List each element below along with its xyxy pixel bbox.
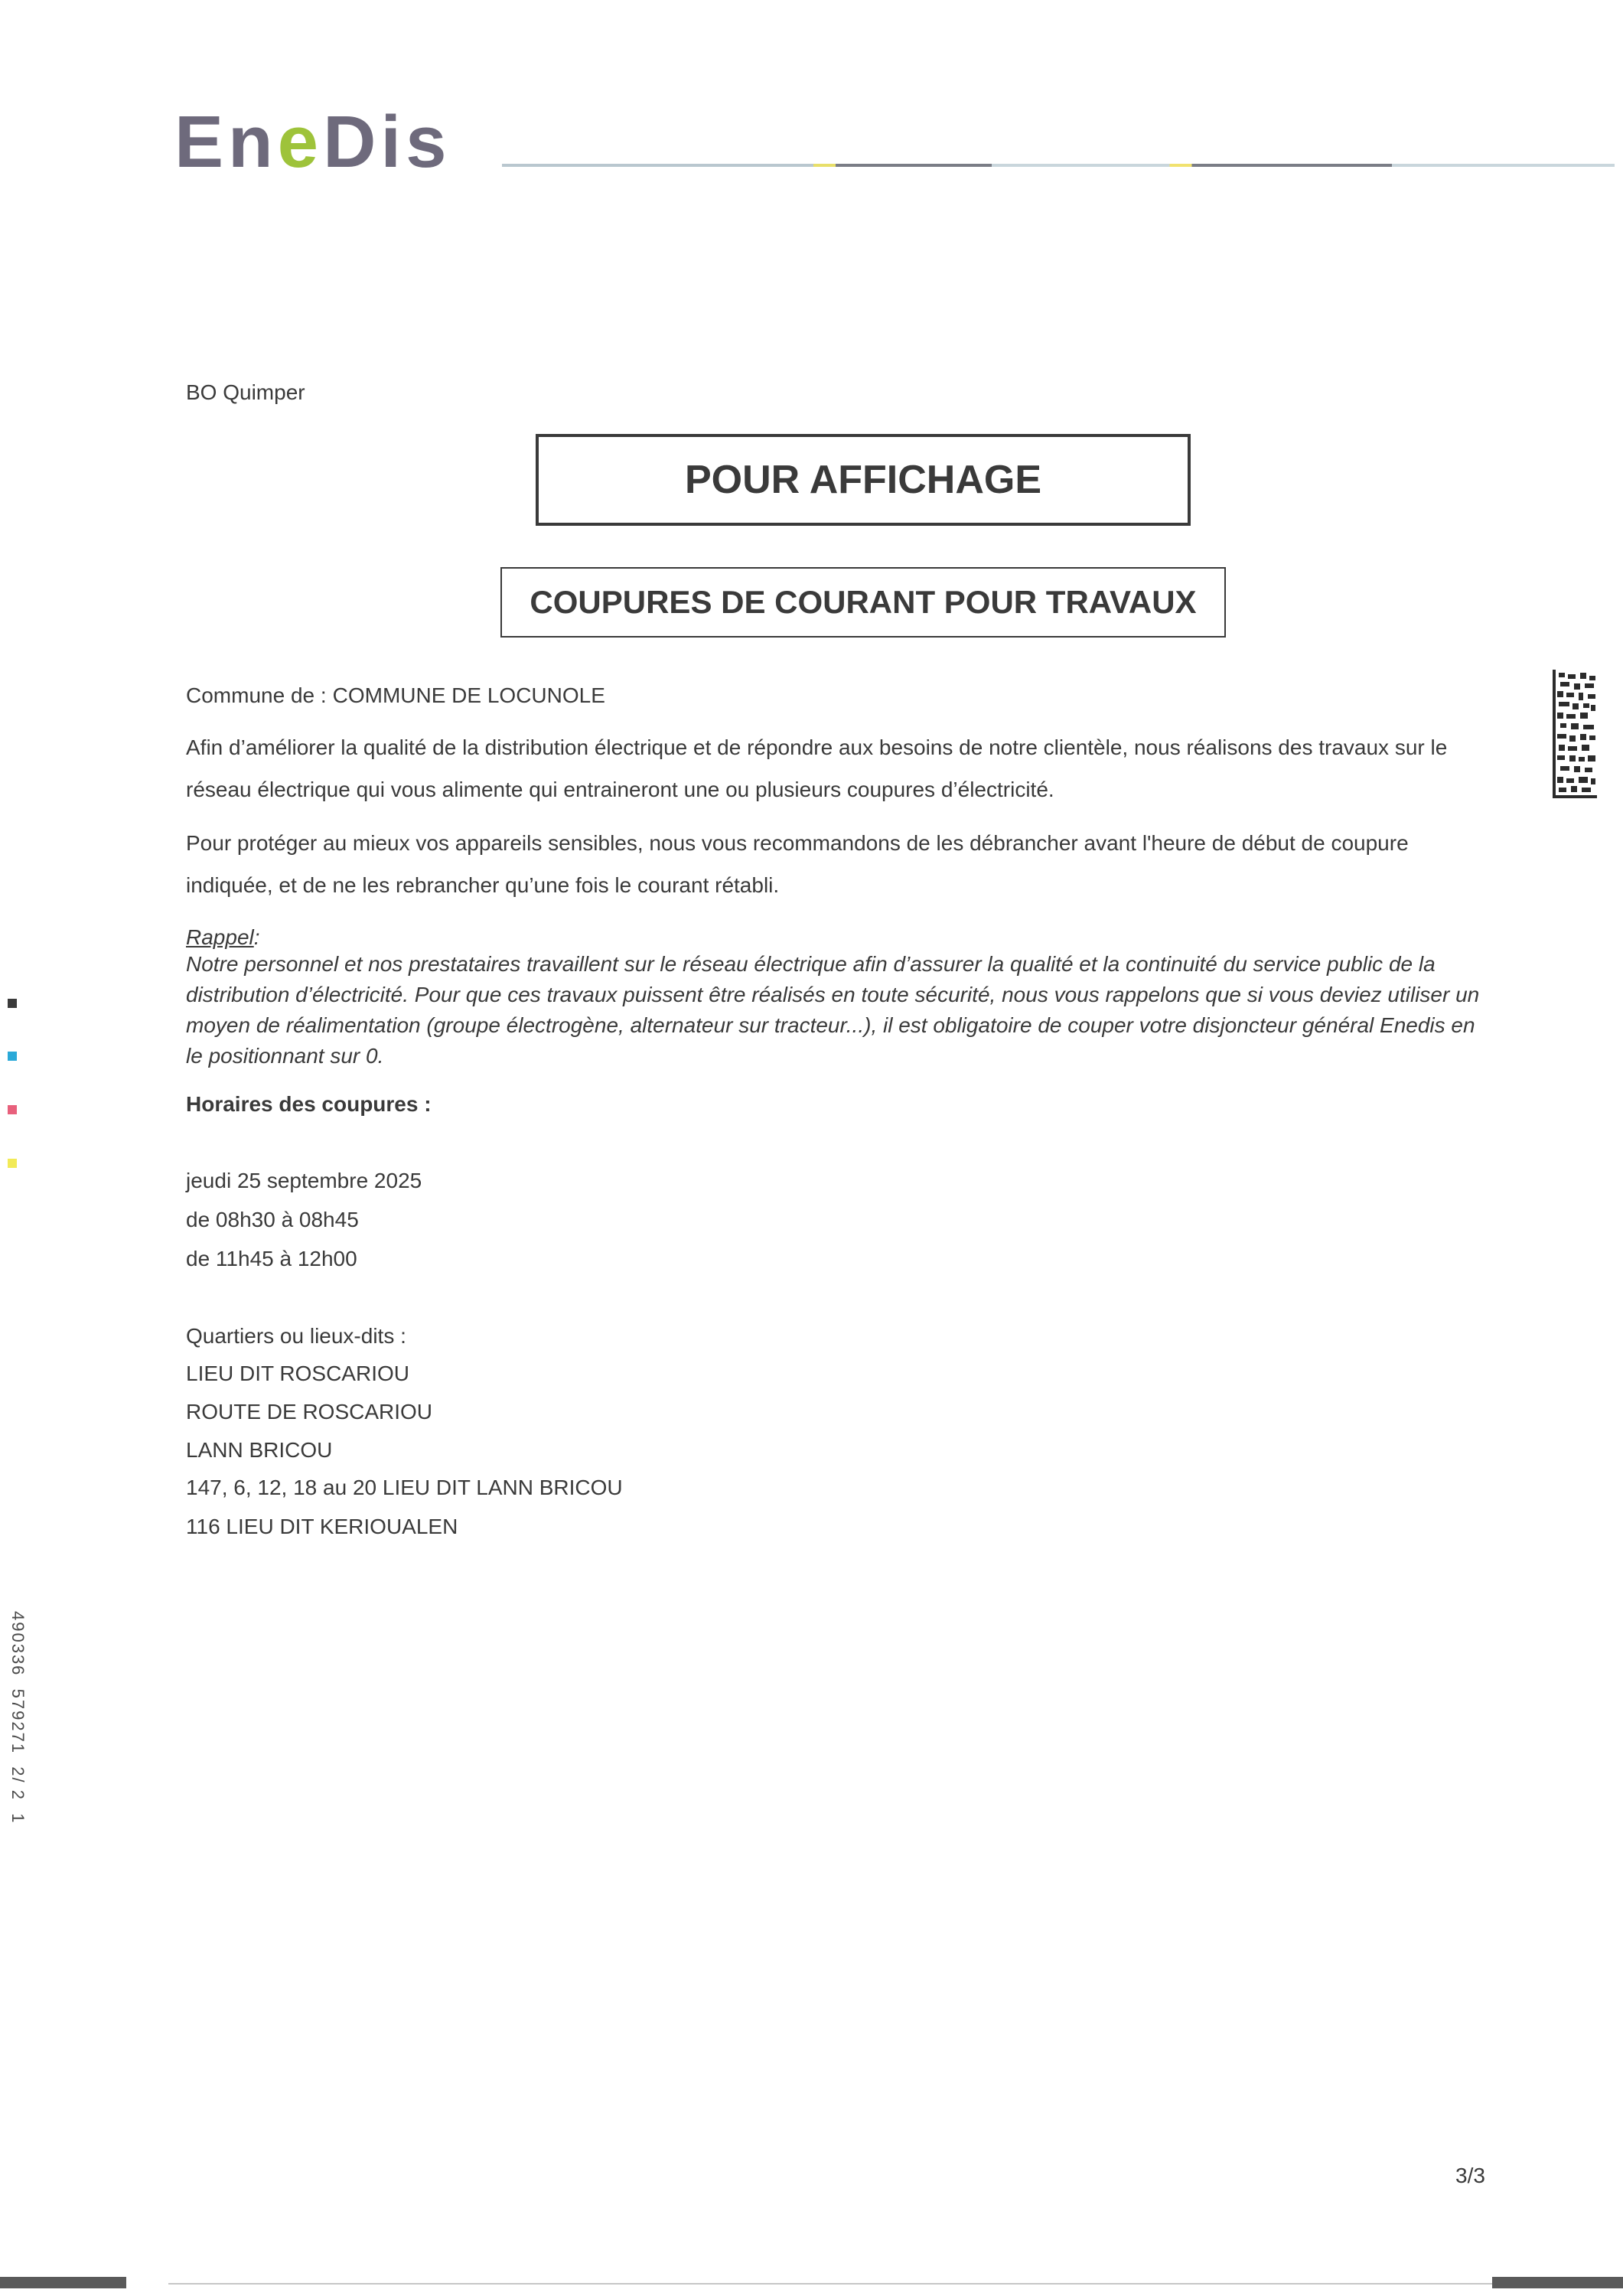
enedis-logo — [174, 101, 451, 183]
horaires-title: Horaires des coupures : — [186, 1092, 432, 1116]
commune-label: Commune de : — [186, 683, 327, 707]
place-item: LANN BRICOU — [186, 1438, 333, 1462]
side-reference-code: 490336 579271 2/ 2 1 — [8, 1611, 28, 1825]
scan-line — [168, 2283, 1492, 2285]
print-mark-magenta — [8, 1105, 17, 1114]
rappel-label: Rappel — [186, 925, 254, 949]
rappel-colon: : — [253, 925, 260, 949]
sender-office: BO Quimper — [186, 380, 305, 404]
print-mark-cyan — [8, 1052, 17, 1061]
scan-bar-right — [1492, 2277, 1623, 2288]
banner-subtitle-box — [500, 567, 1226, 638]
page-number: 3/3 — [1455, 2164, 1485, 2187]
outage-date: jeudi 25 septembre 2025 — [186, 1169, 422, 1192]
outage-slot: de 11h45 à 12h00 — [186, 1247, 357, 1270]
place-item: 116 LIEU DIT KERIOUALEN — [186, 1515, 458, 1538]
commune-line — [186, 683, 605, 708]
intro-paragraph: Afin d’améliorer la qualité de la distribution électrique et de répondre aux besoins de notre clientèle, nous réalisons des travaux sur le réseau électrique qui vous alimente qui entraineront une ou plusieurs coupures d’électricité. — [186, 735, 1448, 801]
logo-part-3: Dis — [323, 101, 451, 183]
place-item: ROUTE DE ROSCARIOU — [186, 1400, 433, 1424]
print-mark-yellow — [8, 1159, 17, 1168]
scan-bar-left — [0, 2277, 126, 2288]
banner-subtitle: COUPURES DE COURANT POUR TRAVAUX — [530, 584, 1197, 620]
outage-slot: de 08h30 à 08h45 — [186, 1208, 359, 1231]
banner-title: POUR AFFICHAGE — [684, 458, 1042, 502]
rappel-heading — [186, 925, 260, 950]
banner-title-box — [536, 434, 1191, 526]
logo-part-1: En — [174, 101, 278, 183]
print-mark-black — [8, 999, 17, 1008]
logo-part-2: e — [277, 101, 324, 183]
commune-name: COMMUNE DE LOCUNOLE — [332, 683, 605, 707]
rappel-text: Notre personnel et nos prestataires travaillent sur le réseau électrique afin d’assurer la qualité et la continuité du service public de la distribution d’électricité. Pour que ces travaux puissent être réalisés en toute sécurité, nous vous rappelons que si vous deviez utiliser un moyen de réalimentation (groupe électrogène, alternateur sur tracteur...), il est obligatoire de couper votre disjoncteur général Enedis en le positionnant sur 0. — [186, 952, 1480, 1068]
place-item: 147, 6, 12, 18 au 20 LIEU DIT LANN BRICOU — [186, 1476, 623, 1499]
datamatrix-code — [1553, 670, 1597, 798]
quartiers-title: Quartiers ou lieux-dits : — [186, 1324, 406, 1348]
place-item: LIEU DIT ROSCARIOU — [186, 1362, 409, 1385]
advice-paragraph: Pour protéger au mieux vos appareils sensibles, nous vous recommandons de les débrancher avant l'heure de début de coupure indiquée, et de ne les rebrancher qu’une fois le courant rétabli. — [186, 831, 1409, 897]
header-rule — [502, 164, 1615, 167]
